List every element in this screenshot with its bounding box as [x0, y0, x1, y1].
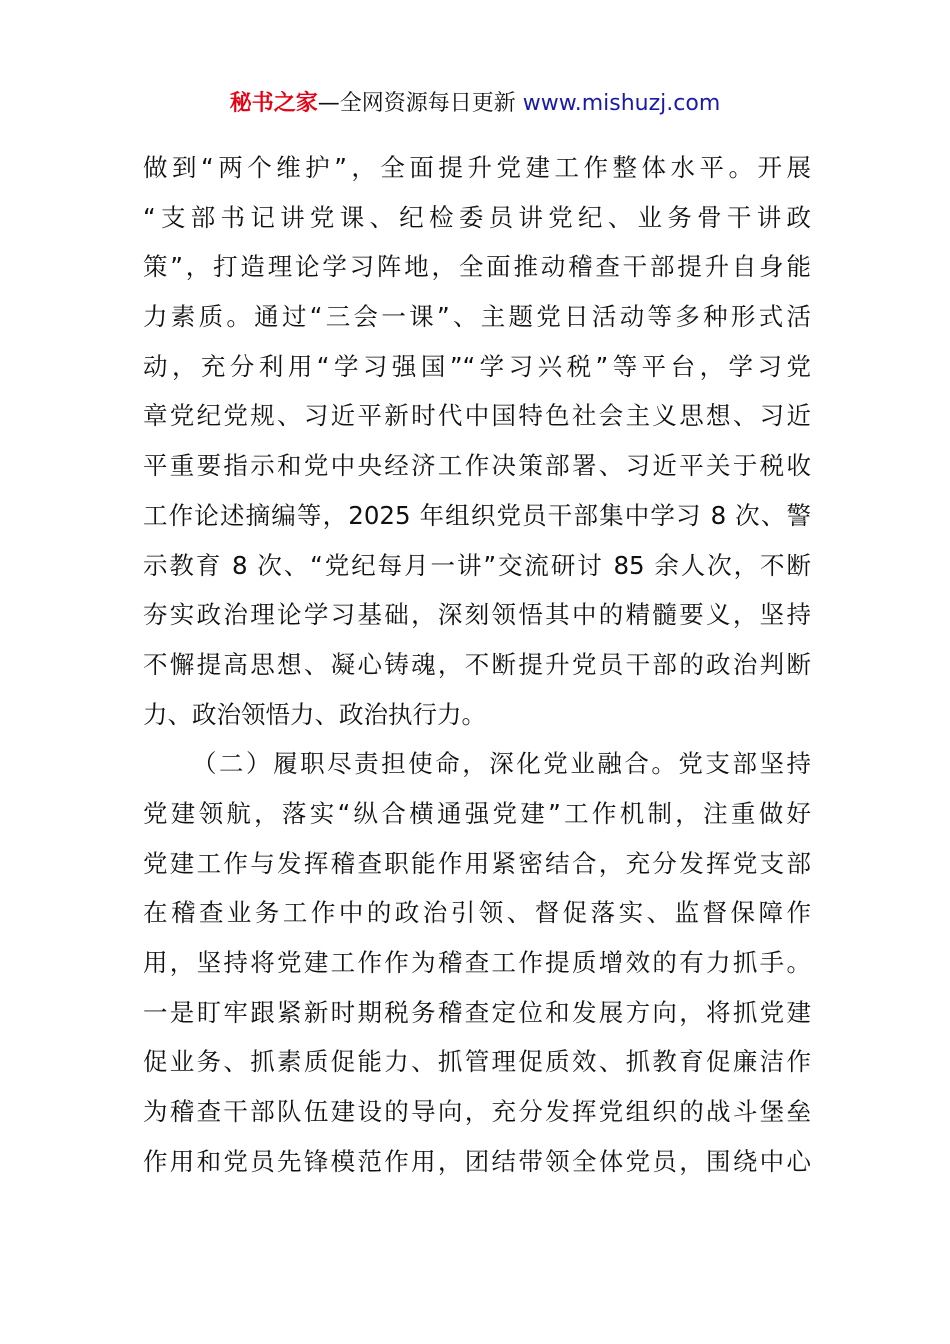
text-line: 为稽查干部队伍建设的导向，充分发挥党组织的战斗堡垒 — [143, 1097, 811, 1127]
text-line: 一是盯牢跟紧新时期税务稽查定位和发展方向，将抓党建 — [143, 997, 811, 1027]
text-line: 示教育 8 次、“党纪每月一讲”交流研讨 85 余人次，不断 — [143, 550, 811, 580]
text-line: 在稽查业务工作中的政治引领、督促落实、监督保障作 — [143, 898, 811, 928]
text-line: 章党纪党规、习近平新时代中国特色社会主义思想、习近 — [143, 401, 811, 431]
text-line: “支部书记讲党课、纪检委员讲党纪、业务骨干讲政 — [143, 202, 811, 232]
text-line: 力、政治领悟力、政治执行力。 — [143, 699, 486, 729]
page-header — [0, 88, 950, 120]
text-line: 作用和党员先锋模范作用，团结带领全体党员，围绕中心 — [143, 1146, 811, 1176]
text-line: 促业务、抓素质促能力、抓管理促质效、抓教育促廉洁作 — [143, 1047, 811, 1077]
site-url[interactable]: www.mishuzj.com — [522, 91, 721, 116]
text-line: 不懈提高思想、凝心铸魂，不断提升党员干部的政治判断 — [143, 649, 811, 679]
text-line: 平重要指示和党中央经济工作决策部署、习近平关于税收 — [143, 451, 811, 481]
brand-name: 秘书之家 — [229, 91, 318, 116]
text-line: 做到“两个维护”，全面提升党建工作整体水平。开展 — [143, 153, 811, 182]
text-line: 夯实政治理论学习基础，深刻领悟其中的精髓要义，坚持 — [143, 600, 811, 630]
text-line: 动，充分利用“学习强国”“学习兴税”等平台，学习党 — [143, 351, 811, 381]
text-line: 力素质。通过“三会一课”、主题党日活动等多种形式活 — [143, 302, 811, 332]
text-line: 用，坚持将党建工作作为稽查工作提质增效的有力抓手。 — [143, 948, 811, 977]
section-heading-line: （二）履职尽责担使命，深化党业融合。党支部坚持 — [192, 749, 811, 779]
text-line: 党建工作与发挥稽查职能作用紧密结合，充分发挥党支部 — [143, 848, 811, 878]
text-line: 工作论述摘编等，2025 年组织党员干部集中学习 8 次、警 — [143, 500, 811, 530]
text-line: 策”，打造理论学习阵地，全面推动稽查干部提升自身能 — [143, 252, 811, 282]
body-text — [143, 143, 811, 1186]
header-tagline: —全网资源每日更新 — [317, 91, 516, 116]
text-line: 党建领航，落实“纵合横通强党建”工作机制，注重做好 — [143, 798, 811, 828]
